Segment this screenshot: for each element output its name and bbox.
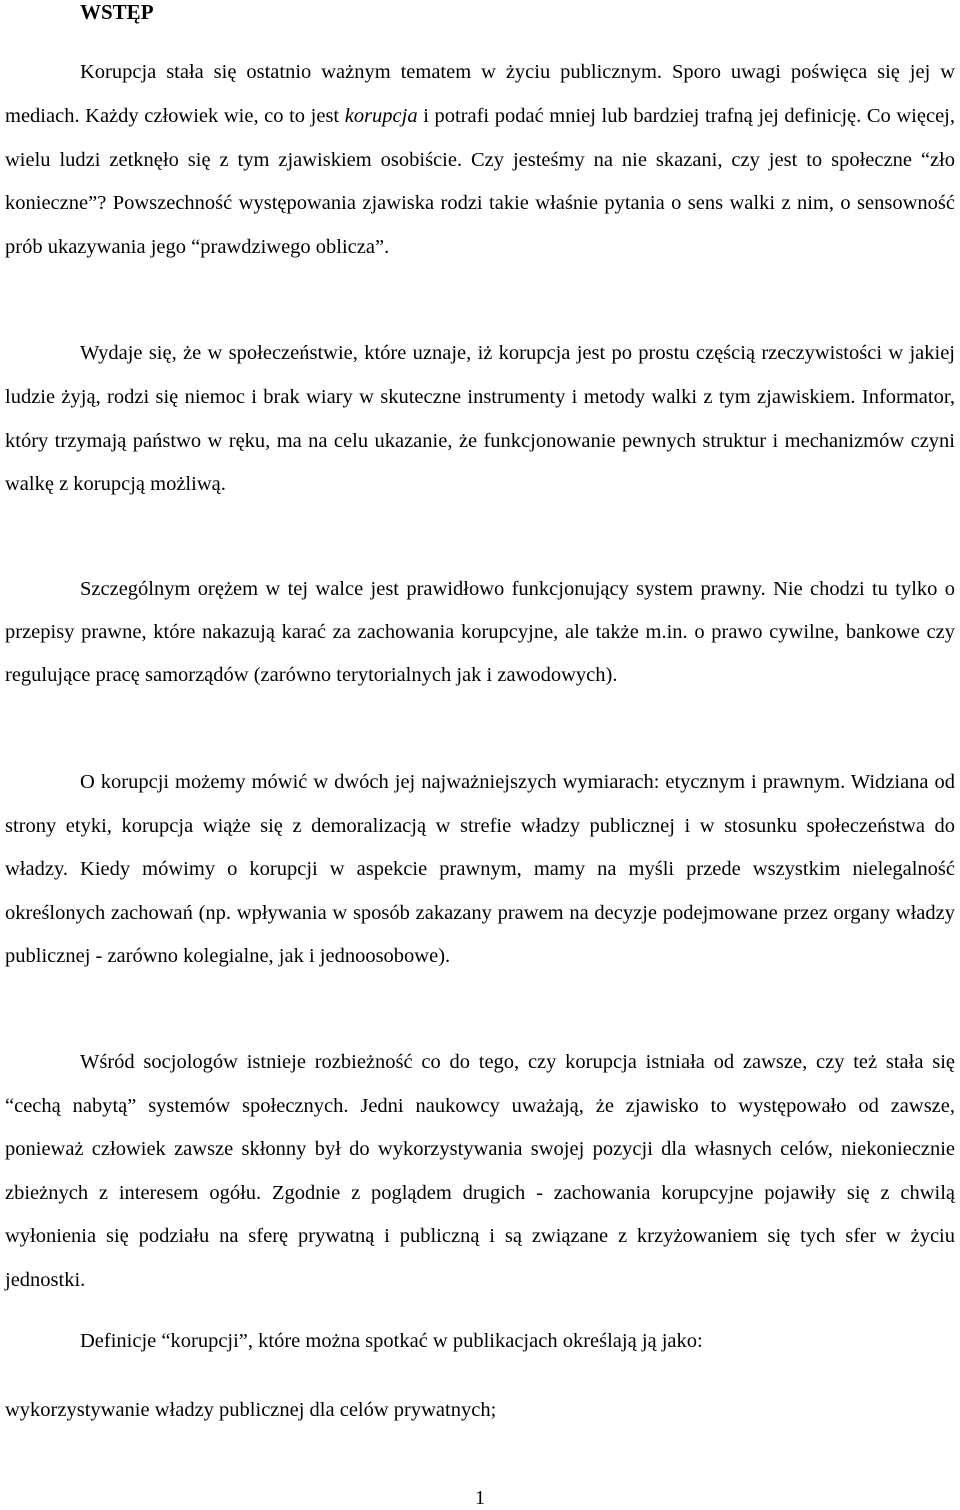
paragraph-legal-system: Szczególnym orężem w tej walce jest prawidłowo funkcjonujący system prawny. Nie chodzi tu tylko o przepisy prawne, które nakazują karać za zachowania korupcyjne, ale także m.in. o prawo cywilne, bankowe czy regulujące pracę samorządów (zarówno terytorialnych jak i zawodowych). bbox=[5, 578, 955, 687]
definition-item: wykorzystywanie władzy publicznej dla celów prywatnych; bbox=[5, 1399, 497, 1421]
paragraph-dimensions: O korupcji możemy mówić w dwóch jej najważniejszych wymiarach: etycznym i prawnym. Widziana od strony etyki, korupcja wiąże się z demoralizacją w strefie władzy publicznej i w stosunku społeczeństwa do władzy. Kiedy mówimy o korupcji w aspekcie prawnym, mamy na myśli przede wszystkim nielegalność określonych zachowań (np. wpływania w sposób zakazany prawem na decyzje podejmowane przez organy władzy publicznej - zarówno kolegialne, jak i jednoosobowe). bbox=[5, 771, 955, 967]
emphasis-korupcja: korupcja bbox=[344, 104, 418, 127]
paragraph-society: Wydaje się, że w społeczeństwie, które uznaje, iż korupcja jest po prostu częścią rzeczywistości w jakiej ludzie żyją, rodzi się niemoc i brak wiary w skuteczne instrumenty i metody walki z tym zjawiskiem. Informator, który trzymają państwo w ręku, ma na celu ukazanie, że funkcjonowanie pewnych struktur i mechanizmów czyni walkę z korupcją możliwą. bbox=[5, 342, 955, 496]
paragraph-intro-text-2: i potrafi podać mniej lub bardziej trafną jej definicję. Co więcej, wielu ludzi zetknęło się z tym zjawiskiem osobiście. Czy jesteśmy na nie skazani, czy jest to społeczne “zło konieczne”? Powszechność występowania zjawiska rodzi takie właśnie pytania o sens walki z nim, o sensowność prób ukazywania jego “prawdziwego oblicza”. bbox=[5, 104, 955, 259]
paragraph-intro bbox=[5, 51, 955, 270]
page-number: 1 bbox=[475, 1487, 485, 1509]
paragraph-sociologists: Wśród socjologów istnieje rozbieżność co do tego, czy korupcja istniała od zawsze, czy też stała się “cechą nabytą” systemów społecznych. Jedni naukowcy uważają, że zjawisko to występowało od zawsze, ponieważ człowiek zawsze skłonny był do wykorzystywania swojej pozycji dla własnych celów, niekoniecznie zbieżnych z interesem ogółu. Zgodnie z poglądem drugich - zachowania korupcyjne pojawiły się z chwilą wyłonienia się podziału na sferę prywatną i publiczną i są związane z krzyżowaniem się tych sfer w życiu jednostki. bbox=[5, 1051, 955, 1291]
section-heading: WSTĘP bbox=[80, 0, 154, 24]
paragraph-definitions-intro: Definicje “korupcji”, które można spotkać w publikacjach określają ją jako: bbox=[80, 1330, 703, 1352]
paragraph-intro-text-1: Korupcja stała się ostatnio ważnym tematem w życiu publicznym. Sporo uwagi poświęca się jej w mediach. Każdy człowiek wie, co to jest bbox=[5, 61, 955, 127]
